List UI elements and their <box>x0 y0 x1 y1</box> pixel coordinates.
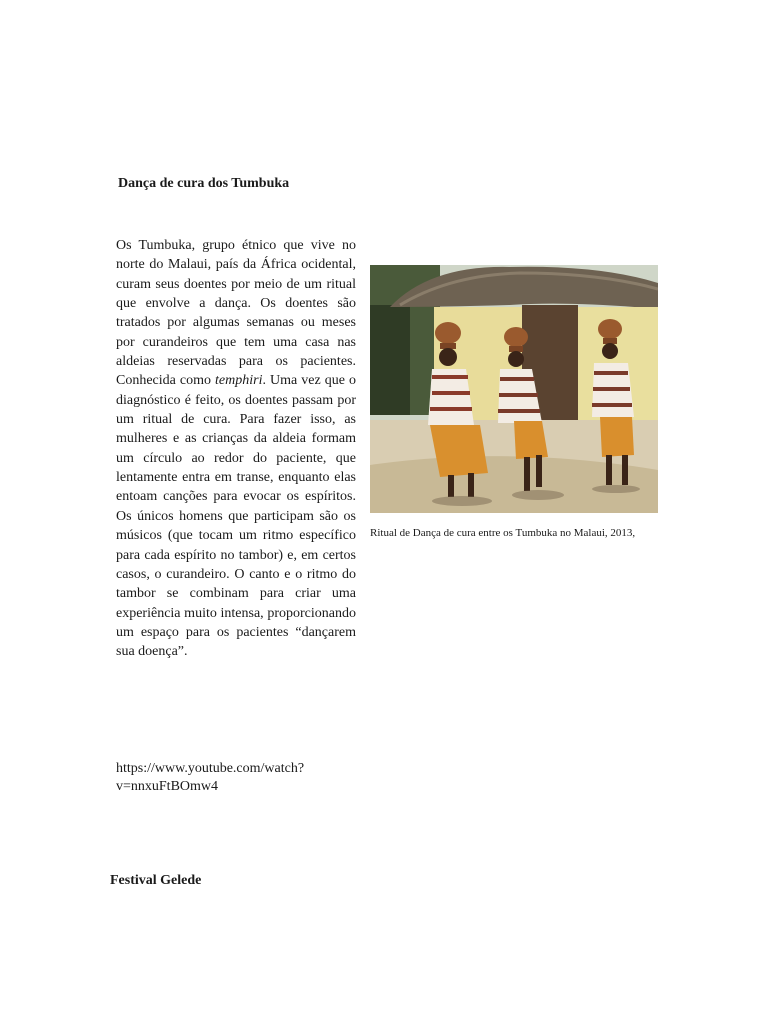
video-link-line2: v=nnxuFtBOmw4 <box>116 779 219 794</box>
image-caption: Ritual de Dança de cura entre os Tumbuka no Malaui, 2013, <box>370 527 636 539</box>
tumbuka-dance-photo <box>370 265 658 513</box>
video-link-line1: https://www.youtube.com/watch? <box>116 761 305 776</box>
section-heading-tumbuka: Dança de cura dos Tumbuka <box>118 176 290 191</box>
video-link[interactable] <box>116 760 356 796</box>
paragraph-text-end: . Uma vez que o diagnóstico é feito, os doentes passam por um ritual de cura. Para fazer isso, as mulheres e as crianças da aldeia formam um círculo ao redor do paciente, que lentamente entra em transe, enquanto elas entoam canções para evocar os espíritos. Os únicos homens que participam são os músicos (que tocam um ritmo específico para cada espírito no tambor) e, em certos casos, o curandeiro. O canto e o ritmo do tambor se combinam para criar uma experiência muito intensa, proporcionando um espaço para os pacientes “dançarem sua doença”. <box>116 373 356 660</box>
section-heading-gelede: Festival Gelede <box>110 873 202 888</box>
paragraph-term-temphiri: temphiri <box>215 373 263 389</box>
body-paragraph <box>116 236 356 662</box>
paragraph-text-start: Os Tumbuka, grupo étnico que vive no norte do Malaui, país da África ocidental, curam seus doentes por meio de um ritual que envolve a dança. Os doentes são tratados por algumas semanas ou meses por curandeiros que tem uma casa nas aldeias reservadas para os pacientes. Conhecida como <box>116 238 356 389</box>
